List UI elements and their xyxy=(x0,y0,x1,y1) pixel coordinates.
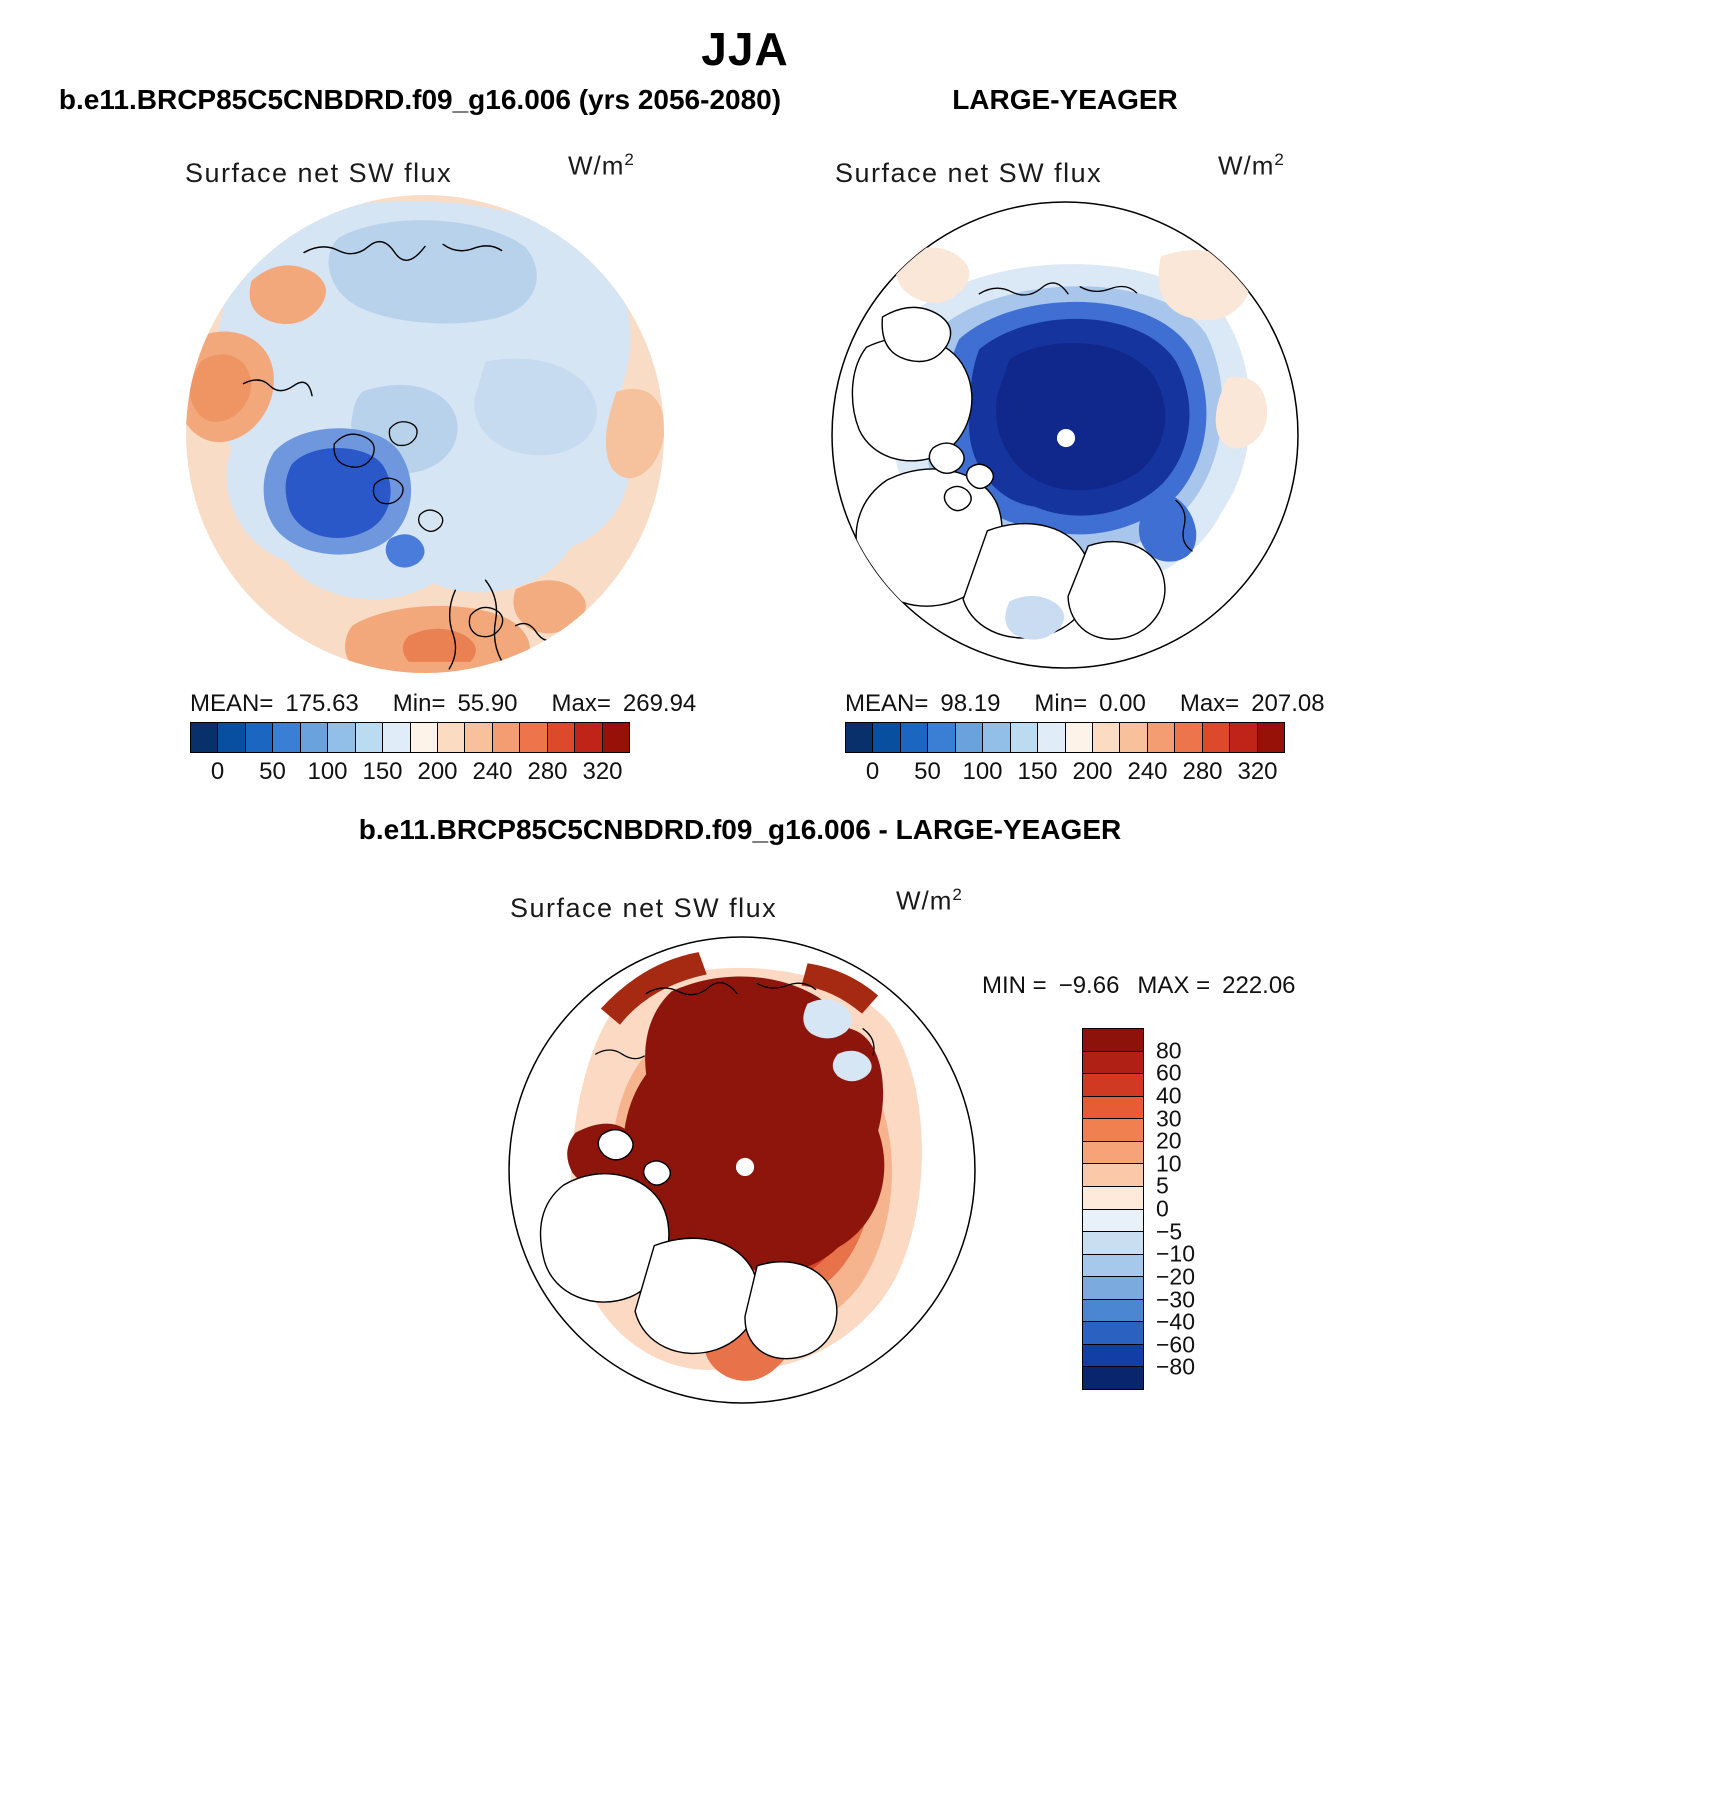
colorbar-segment xyxy=(272,723,299,752)
model-max-value: 269.94 xyxy=(622,690,697,717)
colorbar-segment xyxy=(1083,1163,1143,1186)
colorbar-segment xyxy=(437,723,464,752)
colorbar-tick-label: −60 xyxy=(1156,1331,1196,1358)
colorbar-tick-label: 150 xyxy=(1017,758,1058,785)
colorbar-segment xyxy=(1147,723,1174,752)
colorbar-tick-label: 100 xyxy=(307,758,348,785)
colorbar-tick-label: 50 xyxy=(259,758,286,785)
colorbar-segment xyxy=(492,723,519,752)
colorbar-tick-label: 150 xyxy=(362,758,403,785)
model-units-base: W/m xyxy=(568,150,625,181)
colorbar-diff-ticks xyxy=(1156,1028,1236,1390)
colorbar-segment xyxy=(1083,1299,1143,1322)
colorbar-segment xyxy=(191,723,217,752)
model-mean-label: MEAN= xyxy=(190,690,274,717)
colorbar-segment xyxy=(602,723,629,752)
model-title: b.e11.BRCP85C5CNBDRD.f09_g16.006 (yrs 2056-2080) xyxy=(58,84,782,115)
colorbar-segment xyxy=(982,723,1009,752)
obs-units-base: W/m xyxy=(1218,150,1275,181)
model-stats xyxy=(190,690,696,718)
colorbar-segment xyxy=(1083,1118,1143,1141)
obs-max-label: Max= xyxy=(1179,690,1240,717)
colorbar-tick-label: 0 xyxy=(1156,1195,1169,1222)
colorbar-segment xyxy=(1229,723,1256,752)
diff-field-label: Surface net SW flux xyxy=(510,893,778,923)
colorbar-obs-ticks xyxy=(845,758,1285,788)
colorbar-tick-label: −5 xyxy=(1156,1218,1183,1245)
colorbar-tick-label: 80 xyxy=(1156,1037,1182,1064)
colorbar-segment xyxy=(519,723,546,752)
colorbar-segment xyxy=(464,723,491,752)
colorbar-model xyxy=(190,722,630,753)
colorbar-tick-label: 240 xyxy=(1127,758,1168,785)
model-min-label: Min= xyxy=(392,690,446,717)
figure-title: JJA xyxy=(701,23,789,75)
colorbar-tick-label: 280 xyxy=(1182,758,1223,785)
colorbar-segment xyxy=(900,723,927,752)
colorbar-segment xyxy=(1083,1366,1143,1389)
colorbar-segment xyxy=(217,723,244,752)
colorbar-segment xyxy=(955,723,982,752)
colorbar-segment xyxy=(547,723,574,752)
colorbar-tick-label: 60 xyxy=(1156,1059,1182,1086)
colorbar-segment xyxy=(1083,1073,1143,1096)
colorbar-tick-label: 20 xyxy=(1156,1127,1182,1154)
colorbar-segment xyxy=(355,723,382,752)
obs-mean-label: MEAN= xyxy=(845,690,929,717)
model-min-value: 55.90 xyxy=(457,690,518,717)
colorbar-segment xyxy=(382,723,409,752)
model-units-label xyxy=(568,150,635,182)
diff-units-label xyxy=(896,885,963,917)
obs-mean-value: 98.19 xyxy=(940,690,1001,717)
colorbar-tick-label: −80 xyxy=(1156,1353,1196,1380)
colorbar-segment xyxy=(1174,723,1201,752)
model-units-exp: 2 xyxy=(624,150,635,169)
colorbar-segment xyxy=(1083,1096,1143,1119)
colorbar-segment xyxy=(1119,723,1146,752)
colorbar-segment xyxy=(1083,1276,1143,1299)
colorbar-tick-label: 200 xyxy=(1072,758,1113,785)
colorbar-segment xyxy=(1083,1254,1143,1277)
model-max-label: Max= xyxy=(551,690,611,717)
colorbar-segment xyxy=(1065,723,1092,752)
colorbar-tick-label: −20 xyxy=(1156,1263,1196,1290)
diff-min-value: −9.66 xyxy=(1058,972,1120,999)
obs-stats xyxy=(845,690,1325,718)
colorbar-tick-label: 280 xyxy=(527,758,568,785)
colorbar-tick-label: 100 xyxy=(962,758,1003,785)
diff-min-label: MIN = xyxy=(982,972,1047,999)
colorbar-segment xyxy=(1010,723,1037,752)
colorbar-tick-label: 200 xyxy=(417,758,458,785)
map-diff xyxy=(505,933,979,1407)
colorbar-tick-label: 50 xyxy=(914,758,941,785)
colorbar-segment xyxy=(1257,723,1284,752)
diff-title: b.e11.BRCP85C5CNBDRD.f09_g16.006 - LARGE-YEAGER xyxy=(358,814,1122,845)
colorbar-segment xyxy=(1083,1231,1143,1254)
colorbar-segment xyxy=(1083,1141,1143,1164)
colorbar-tick-label: −40 xyxy=(1156,1308,1196,1335)
colorbar-tick-label: 0 xyxy=(210,758,225,785)
colorbar-model-ticks xyxy=(190,758,630,788)
colorbar-segment xyxy=(927,723,954,752)
colorbar-segment xyxy=(1202,723,1229,752)
diff-max-value: 222.06 xyxy=(1222,972,1296,999)
colorbar-tick-label: 0 xyxy=(865,758,880,785)
model-field-label: Surface net SW flux xyxy=(185,158,453,188)
colorbar-obs xyxy=(845,722,1285,753)
map-obs xyxy=(828,198,1302,672)
colorbar-segment xyxy=(846,723,872,752)
map-model xyxy=(183,192,667,676)
colorbar-segment xyxy=(1083,1209,1143,1232)
diff-units-exp: 2 xyxy=(952,885,963,904)
obs-field-label: Surface net SW flux xyxy=(835,158,1103,188)
diff-units-base: W/m xyxy=(896,885,953,916)
colorbar-tick-label: −10 xyxy=(1156,1240,1196,1267)
colorbar-segment xyxy=(327,723,354,752)
colorbar-segment xyxy=(1083,1029,1143,1051)
colorbar-tick-label: 30 xyxy=(1156,1105,1182,1131)
diff-stats xyxy=(982,972,1296,1000)
colorbar-segment xyxy=(300,723,327,752)
colorbar-tick-label: 320 xyxy=(1237,758,1278,785)
colorbar-tick-label: 320 xyxy=(582,758,623,785)
colorbar-segment xyxy=(872,723,899,752)
colorbar-segment xyxy=(1083,1186,1143,1209)
colorbar-segment xyxy=(1037,723,1064,752)
colorbar-segment xyxy=(1092,723,1119,752)
obs-max-value: 207.08 xyxy=(1251,690,1325,717)
colorbar-segment xyxy=(1083,1344,1143,1367)
obs-units-label xyxy=(1218,150,1285,182)
colorbar-diff xyxy=(1082,1028,1144,1390)
colorbar-segment xyxy=(1083,1321,1143,1344)
obs-min-label: Min= xyxy=(1034,690,1088,717)
diff-max-label: MAX = xyxy=(1137,972,1211,999)
colorbar-segment xyxy=(1083,1051,1143,1074)
colorbar-tick-label: −30 xyxy=(1156,1286,1196,1312)
obs-units-exp: 2 xyxy=(1274,150,1285,169)
colorbar-tick-label: 5 xyxy=(1156,1172,1169,1199)
colorbar-tick-label: 40 xyxy=(1156,1082,1182,1109)
obs-min-value: 0.00 xyxy=(1099,690,1146,717)
obs-title: LARGE-YEAGER xyxy=(952,84,1178,115)
colorbar-segment xyxy=(574,723,601,752)
colorbar-tick-label: 10 xyxy=(1156,1150,1182,1177)
colorbar-segment xyxy=(410,723,437,752)
colorbar-tick-label: 240 xyxy=(472,758,513,785)
model-mean-value: 175.63 xyxy=(285,690,359,717)
colorbar-segment xyxy=(245,723,272,752)
